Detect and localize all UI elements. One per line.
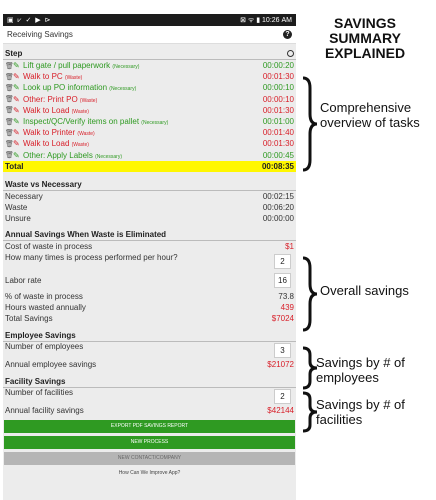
improve-app-link[interactable]: How Can We Improve App? [118, 469, 181, 476]
step-row[interactable] [3, 71, 296, 82]
step-tag: (Necessary) [141, 120, 169, 127]
edit-icon[interactable]: ✎ [13, 150, 20, 160]
step-tag: (Necessary) [109, 86, 137, 93]
annual-savings-heading [3, 229, 296, 241]
step-name: Other: Apply Labels [23, 150, 93, 160]
export-pdf-button[interactable]: EXPORT PDF SAVINGS REPORT [4, 420, 295, 433]
step-time: 00:00:10 [262, 83, 294, 93]
waste-percent-value: 73.8 [278, 291, 294, 301]
step-time: 00:01:40 [262, 128, 294, 138]
employee-savings-heading [3, 330, 296, 342]
waste-vs-necessary-title: Waste vs Necessary [5, 179, 82, 189]
edit-icon[interactable]: ✎ [13, 72, 20, 82]
step-tag: (Waste) [71, 142, 89, 149]
edit-icon[interactable]: ✎ [13, 117, 20, 127]
status-bar [3, 14, 296, 26]
annotation-facilities: Savings by # of facilities [316, 397, 405, 427]
edit-icon[interactable]: ✎ [13, 128, 20, 138]
annual-facility-savings-row [3, 405, 296, 416]
step-tag: (Necessary) [95, 153, 123, 160]
brace-overall-icon [300, 256, 318, 332]
necessary-label: Necessary [5, 191, 43, 201]
annual-employee-savings-label: Annual employee savings [5, 359, 97, 369]
total-value: 00:08:35 [261, 161, 294, 171]
annual-employee-savings-row [3, 359, 296, 370]
step-time: 00:00:45 [262, 150, 294, 160]
waste-label: Waste [5, 202, 28, 212]
annual-savings-title: Annual Savings When Waste is Eliminated [5, 229, 167, 239]
hours-wasted-label: Hours wasted annually [5, 302, 86, 312]
step-time: 00:00:20 [262, 61, 294, 71]
times-per-hour-input[interactable]: 2 [274, 254, 291, 269]
step-label [23, 128, 263, 137]
waste-vs-necessary-heading [3, 179, 296, 191]
clock-icon [287, 50, 294, 57]
employee-savings-title: Employee Savings [5, 330, 76, 340]
step-name: Walk to PC [23, 72, 63, 82]
phone-screen [3, 14, 296, 500]
step-name: Walk to Load [23, 139, 70, 149]
step-tag: (Waste) [64, 75, 83, 82]
step-name: Walk to Load [23, 105, 70, 115]
cost-of-waste-value: $1 [285, 242, 294, 252]
total-savings-label: Total Savings [5, 313, 53, 323]
annual-employee-savings-value: $21072 [267, 359, 294, 369]
facility-savings-title: Facility Savings [5, 376, 66, 386]
trash-icon[interactable]: 🗑 [5, 152, 14, 160]
edit-icon[interactable]: ✎ [13, 105, 20, 115]
steps-header [3, 48, 296, 60]
facility-savings-heading [3, 376, 296, 388]
total-label: Total [5, 161, 24, 171]
trash-icon[interactable]: 🗑 [5, 118, 14, 126]
edit-icon[interactable]: ✎ [13, 139, 20, 149]
trash-icon[interactable]: 🗑 [5, 140, 14, 148]
annotation-tasks: Comprehensive overview of tasks [320, 100, 420, 130]
step-name: Walk to Printer [23, 128, 76, 138]
step-row[interactable] [3, 94, 296, 105]
step-label [23, 117, 263, 126]
facility-count-row [3, 388, 296, 405]
facility-count-input[interactable]: 2 [274, 389, 291, 404]
step-name: Other: Print PO [23, 94, 78, 104]
brace-tasks-icon [300, 76, 318, 172]
step-time: 00:01:30 [262, 105, 294, 115]
step-tag: (Waste) [79, 97, 98, 104]
step-name: Inspect/QC/Verify items on pallet [23, 117, 140, 127]
trash-icon[interactable]: 🗑 [5, 96, 14, 104]
new-process-button[interactable]: NEW PROCESS [4, 436, 295, 449]
status-icons-left: ▣ ⩗ ✓ ▶ ⊳ [7, 16, 52, 24]
page-title: Receiving Savings [7, 30, 73, 39]
cost-of-waste-row [3, 241, 296, 253]
total-row [3, 161, 296, 172]
step-row[interactable] [3, 150, 296, 161]
trash-icon[interactable]: 🗑 [5, 129, 14, 137]
step-label [23, 151, 263, 160]
step-row[interactable] [3, 82, 296, 93]
cost-of-waste-label: Cost of waste in process [5, 242, 93, 252]
status-icons-right: ⊠ ᯤ ▮ [240, 16, 261, 24]
employee-count-label: Number of employees [5, 341, 84, 351]
waste-value: 00:06:20 [262, 202, 294, 212]
new-contact-button[interactable]: NEW CONTACT/COMPANY [4, 452, 295, 465]
waste-row [3, 202, 296, 213]
annotation-overall: Overall savings [320, 283, 409, 298]
step-tag: (Waste) [71, 108, 89, 115]
step-tag: (Waste) [77, 131, 95, 138]
labor-rate-label: Labor rate [5, 276, 42, 286]
step-label [23, 72, 263, 81]
step-label [23, 106, 263, 115]
annotation-title: SAVINGS SUMMARY EXPLAINED [324, 15, 406, 61]
step-name: Look up PO information [23, 83, 108, 93]
labor-rate-input[interactable]: 16 [274, 273, 291, 288]
step-name: Lift gate / pull paperwork [23, 61, 111, 71]
status-time: 10:26 AM [262, 16, 292, 24]
step-label [23, 139, 263, 148]
step-row[interactable] [3, 60, 296, 71]
steps-list [3, 60, 296, 161]
facility-count-label: Number of facilities [5, 387, 74, 397]
necessary-value: 00:02:15 [262, 191, 294, 201]
annual-facility-savings-value: $42144 [267, 405, 294, 415]
step-label [23, 83, 263, 92]
trash-icon[interactable]: 🗑 [5, 62, 14, 70]
step-row[interactable] [3, 116, 296, 127]
unsure-row [3, 213, 296, 224]
step-time: 00:00:10 [262, 94, 294, 104]
step-tag: (Necessary) [112, 64, 140, 71]
unsure-label: Unsure [5, 213, 31, 223]
times-per-hour-label: How many times is process performed per hour? [5, 252, 178, 262]
necessary-row [3, 191, 296, 202]
edit-icon[interactable]: ✎ [13, 94, 20, 104]
employee-count-input[interactable]: 3 [274, 343, 291, 358]
step-row[interactable] [3, 127, 296, 138]
times-per-hour-row [3, 253, 296, 271]
step-label [23, 95, 263, 104]
waste-percent-label: % of waste in process [5, 291, 83, 301]
unsure-value: 00:00:00 [262, 213, 294, 223]
step-row[interactable] [3, 138, 296, 149]
steps-heading: Step [5, 49, 23, 58]
employee-count-row [3, 342, 296, 359]
edit-icon[interactable]: ✎ [13, 61, 20, 71]
hours-wasted-value: 439 [280, 302, 294, 312]
labor-rate-row [3, 271, 296, 291]
step-row[interactable] [3, 105, 296, 116]
total-savings-value: $7024 [271, 313, 294, 323]
step-time: 00:01:30 [262, 139, 294, 149]
annual-facility-savings-label: Annual facility savings [5, 405, 84, 415]
app-header [3, 26, 296, 44]
help-icon[interactable]: ? [283, 30, 292, 39]
trash-icon[interactable]: 🗑 [5, 84, 14, 92]
hours-wasted-row [3, 302, 296, 313]
step-label [23, 61, 263, 70]
edit-icon[interactable]: ✎ [13, 83, 20, 93]
annotation-employees: Savings by # of employees [316, 355, 405, 385]
trash-icon[interactable]: 🗑 [5, 73, 14, 81]
trash-icon[interactable]: 🗑 [5, 107, 14, 115]
total-savings-row [3, 313, 296, 324]
waste-percent-row [3, 291, 296, 302]
step-time: 00:01:00 [262, 117, 294, 127]
step-time: 00:01:30 [262, 72, 294, 82]
